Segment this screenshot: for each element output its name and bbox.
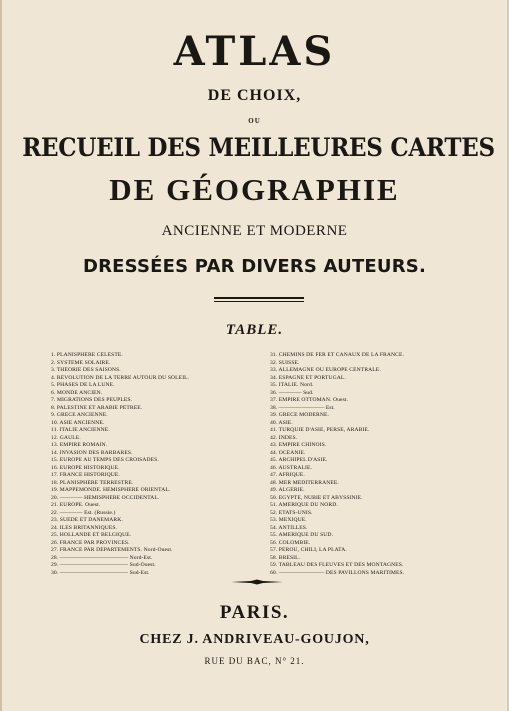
table-column-left: [51, 352, 251, 577]
subtitle-geographie: DE GÉOGRAPHIE: [109, 172, 400, 207]
table-entry: 20. ———— HÉMISPHÈRE OCCIDENTAL.: [51, 494, 160, 501]
table-entry: 6. MONDE ANCIEN.: [51, 389, 103, 396]
table-entry: 53. MEXIQUE.: [270, 517, 307, 523]
subtitle-dressees: DRESSÉES PAR DIVERS AUTEURS.: [82, 256, 427, 277]
table-entry: 5. PHASES DE LA LUNE.: [51, 382, 115, 388]
table-entry: 19. MAPPEMONDE. HÉMISPHÈRE ORIENTAL.: [51, 487, 171, 493]
table-entry: 59. TABLEAU DES FLEUVES ET DES MONTAGNES.: [270, 562, 404, 568]
table-entry: 43. EMPIRE CHINOIS.: [270, 442, 327, 448]
table-entry: 50. ÉGYPTE, NUBIE ET ABYSSINIE.: [270, 494, 363, 501]
table-entry: 51. AMÉRIQUE DU NORD.: [270, 502, 338, 508]
table-entry: 18. PLANISPHÈRE TERRESTRE.: [51, 479, 134, 486]
table-entry: 29. ———————————— Sud-Ouest.: [51, 562, 156, 568]
table-entry: 22. ———— Est. (Russie.): [51, 509, 116, 516]
table-entry: 16. EUROPE HISTORIQUE.: [51, 464, 120, 471]
table-entry: 34. ESPAGNE ET PORTUGAL.: [270, 374, 346, 381]
table-entry: 9. GRÈCE ANCIENNE.: [51, 412, 108, 418]
title-atlas: ATLAS: [173, 28, 336, 75]
table-entry: 32. SUISSE.: [270, 359, 300, 366]
table-entry: 46. AUSTRALIE.: [270, 464, 312, 471]
subtitle-recueil: RECUEIL DES MEILLEURES CARTES: [22, 133, 495, 162]
table-entry: 33. ALLEMAGNE OU EUROPE CENTRALE.: [270, 367, 381, 373]
table-entry: 35. ITALIE. Nord.: [270, 382, 314, 388]
table-entry: 21. EUROPE. Ouest.: [51, 502, 101, 508]
table-entry: 13. EMPIRE ROMAIN.: [51, 442, 108, 448]
table-entry: 30. ———————————— Sud-Est.: [51, 569, 150, 576]
table-entry: 14. INVASION DES BARBARES.: [51, 449, 133, 456]
imprint-publisher: CHEZ J. ANDRIVEAU-GOUJON,: [139, 632, 370, 647]
table-entry: 41. TURQUIE D'ASIE, PERSE, ARABIE.: [270, 427, 370, 433]
table-entry: 58. BRÉSIL.: [270, 554, 301, 561]
table-entry: 36. ———— Sud.: [270, 389, 314, 396]
table-entry: 11. ITALIE ANCIENNE.: [51, 427, 110, 433]
table-entry: 24. ILES BRITANNIQUES.: [51, 524, 118, 531]
table-entry: 54. ANTILLES.: [270, 524, 308, 531]
table-heading: TABLE.: [225, 322, 284, 338]
table-entry: 44. OCÉANIE.: [270, 449, 306, 456]
table-entry: 48. MER MÉDITERRANÉE.: [270, 479, 339, 486]
table-entry: 60. ———————— DES PAVILLONS MARITIMES.: [270, 569, 405, 576]
table-entry: 8. PALESTINE ET ARABIE PÉTRÉE.: [51, 404, 143, 411]
table-entry: 39. GRÈCE MODERNE.: [270, 412, 329, 418]
table-entry: 38. ———————— Est.: [270, 404, 335, 411]
table-entry: 1. PLANISPHÈRE CÉLESTE.: [51, 352, 123, 358]
table-entry: 23. SUÈDE ET DANEMARK.: [51, 517, 123, 523]
ornament-divider: [231, 579, 283, 585]
table-entry: 52. ÉTATS-UNIS.: [270, 509, 313, 516]
table-entry: 17. FRANCE HISTORIQUE.: [51, 472, 120, 478]
table-entry: 56. COLOMBIE.: [270, 539, 311, 546]
table-entry: 42. INDES.: [270, 434, 298, 441]
imprint-address: RUE DU BAC, N° 21.: [204, 656, 305, 666]
table-entry: 47. AFRIQUE.: [270, 472, 305, 478]
table-entry: 15. EUROPE AU TEMPS DES CROISADES.: [51, 457, 159, 463]
table-entry: 25. HOLLANDE ET BELGIQUE.: [51, 532, 132, 538]
table-entry: 12. GAULE.: [51, 434, 81, 441]
subtitle-de-choix: DE CHOIX,: [207, 87, 302, 104]
table-entry: 40. ASIE.: [270, 419, 293, 426]
table-entry: 7. MIGRATIONS DES PEUPLES.: [51, 397, 133, 403]
table-entry: 45. ARCHIPEL D'ASIE.: [270, 457, 328, 463]
table-entry: 57. PÉROU, CHILI, LA PLATA.: [270, 547, 347, 553]
table-entry: 27. FRANCE PAR DÉPARTEMENTS. Nord-Ouest.: [51, 547, 173, 553]
table-entry: 10. ASIE ANCIENNE.: [51, 419, 105, 426]
table-entry: 4. RÉVOLUTION DE LA TERRE AUTOUR DU SOLEIL.: [51, 374, 190, 381]
table-entry: 26. FRANCE PAR PROVINCES.: [51, 539, 130, 546]
table-entry: 2. SYSTÈME SOLAIRE.: [51, 359, 111, 366]
subtitle-ancienne-moderne: ANCIENNE ET MODERNE: [161, 223, 348, 239]
table-entry: 55. AMÉRIQUE DU SUD.: [270, 532, 334, 538]
table-entry: 37. EMPIRE OTTOMAN. Ouest.: [270, 397, 349, 403]
table-entry: 3. THÉORIE DES SAISONS.: [51, 367, 121, 373]
imprint-city: PARIS.: [219, 602, 290, 623]
table-entry: 31. CHEMINS DE FER ET CANAUX DE LA FRANCE.: [270, 352, 405, 358]
table-entry: 28. ———————————— Nord-Est.: [51, 554, 153, 561]
subtitle-ou: OU: [248, 117, 261, 125]
table-entry: 49. ALGÉRIE.: [270, 487, 305, 493]
title-divider: [214, 297, 304, 299]
table-column-right: [270, 352, 470, 577]
